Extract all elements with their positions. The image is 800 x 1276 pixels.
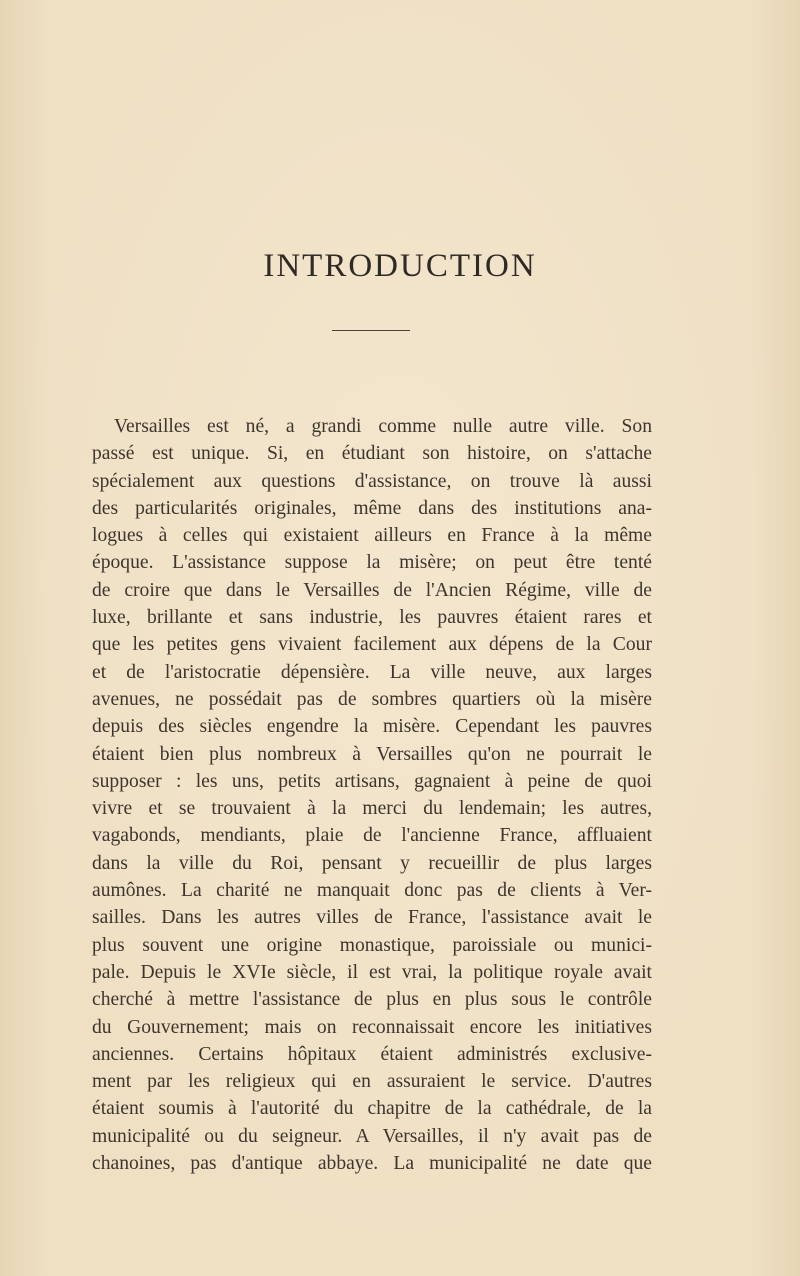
text-line: avenues, ne possédait pas de sombres quartiers où la misère bbox=[92, 688, 652, 710]
text-line: ment par les religieux qui en assuraient le service. D'autres bbox=[92, 1071, 652, 1093]
text-line: logues à celles qui existaient ailleurs en France à la même bbox=[92, 525, 652, 547]
text-line: anciennes. Certains hôpitaux étaient administrés exclusive- bbox=[92, 1043, 652, 1065]
title-rule bbox=[332, 330, 410, 331]
text-line: des particularités originales, même dans des institutions ana- bbox=[92, 497, 652, 519]
body-text bbox=[92, 413, 652, 1177]
text-line: dans la ville du Roi, pensant y recueillir de plus larges bbox=[92, 852, 652, 874]
text-line: Versailles est né, a grandi comme nulle autre ville. Son bbox=[114, 416, 652, 437]
text-line: passé est unique. Si, en étudiant son histoire, on s'attache bbox=[92, 443, 652, 465]
text-line: luxe, brillante et sans industrie, les pauvres étaient rares et bbox=[92, 607, 652, 629]
page-title: INTRODUCTION bbox=[263, 248, 537, 284]
text-line: du Gouvernement; mais on reconnaissait encore les initiatives bbox=[92, 1016, 652, 1038]
text-line: sailles. Dans les autres villes de France, l'assistance avait le bbox=[92, 907, 652, 929]
text-line: et de l'aristocratie dépensière. La ville neuve, aux larges bbox=[92, 661, 652, 683]
text-line: municipalité ou du seigneur. A Versailles, il n'y avait pas de bbox=[92, 1125, 652, 1147]
text-line: spécialement aux questions d'assistance, on trouve là aussi bbox=[92, 470, 652, 492]
text-line: supposer : les uns, petits artisans, gagnaient à peine de quoi bbox=[92, 770, 652, 792]
text-line: cherché à mettre l'assistance de plus en plus sous le contrôle bbox=[92, 989, 652, 1011]
text-line: aumônes. La charité ne manquait donc pas de clients à Ver- bbox=[92, 880, 652, 902]
text-line: depuis des siècles engendre la misère. Cependant les pauvres bbox=[92, 716, 652, 738]
text-line: de croire que dans le Versailles de l'Ancien Régime, ville de bbox=[92, 579, 652, 601]
text-line: que les petites gens vivaient facilement aux dépens de la Cour bbox=[92, 634, 652, 656]
text-line: vagabonds, mendiants, plaie de l'ancienne France, affluaient bbox=[92, 825, 652, 847]
text-line: époque. L'assistance suppose la misère; on peut être tenté bbox=[92, 552, 652, 574]
text-line: étaient soumis à l'autorité du chapitre de la cathédrale, de la bbox=[92, 1098, 652, 1120]
text-line: étaient bien plus nombreux à Versailles qu'on ne pourrait le bbox=[92, 743, 652, 765]
text-line: plus souvent une origine monastique, paroissiale ou munici- bbox=[92, 934, 652, 956]
text-line: pale. Depuis le XVIe siècle, il est vrai, la politique royale avait bbox=[92, 961, 652, 983]
text-line: vivre et se trouvaient à la merci du lendemain; les autres, bbox=[92, 798, 652, 820]
text-line: chanoines, pas d'antique abbaye. La municipalité ne date que bbox=[92, 1153, 652, 1175]
